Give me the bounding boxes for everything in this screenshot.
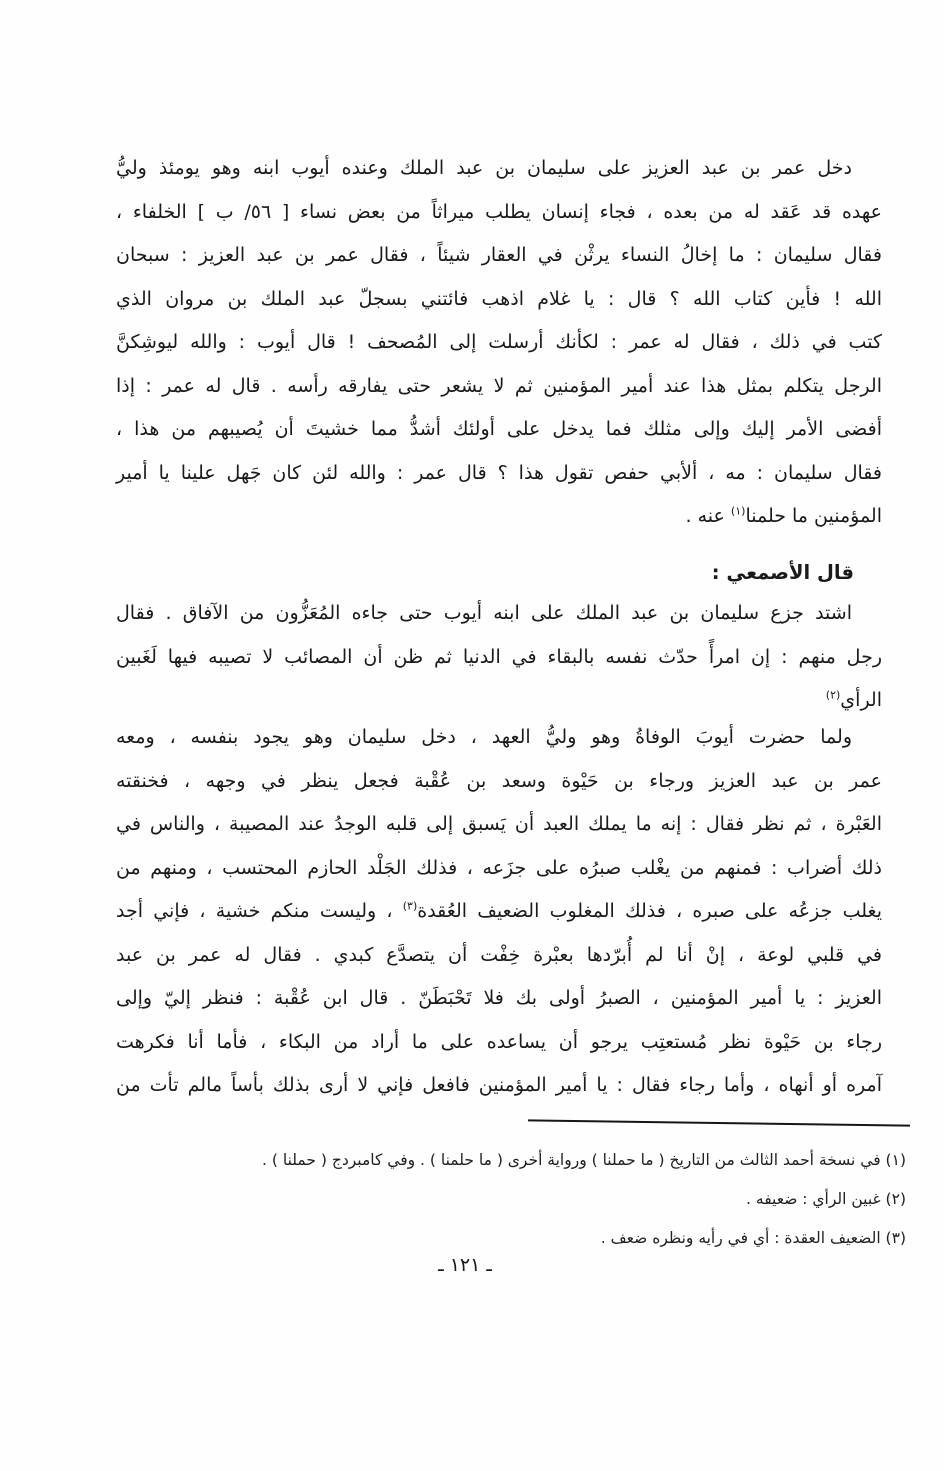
line-text: المؤمنين ما حلمنا [745,505,882,527]
text-line [116,495,882,539]
text-line: فقال سليمان : مه ، ألأبي حفص تقول هذا ؟ قال عمر : والله لئن كان جَهل علينا يا أمير [116,461,882,484]
text-line: في قلبي لوعة ، إنْ أنا لم أُبرّدها بعبْرة خِفْت أن يتصدَّع كبدي . فقال له عمر بن عبد [116,943,882,966]
text-line: دخل عمر بن عبد العزيز على سليمان بن عبد الملك وعنده أيوب ابنه وهو يومئذ وليُّ [116,157,852,179]
paragraph-2 [116,592,882,723]
text-line [116,890,882,934]
line-text: الرأي [840,689,882,711]
footnotes-block [116,1141,906,1258]
paragraph-3 [116,716,882,1108]
line-text: عنه . [685,505,731,527]
text-line: ذلك أضراب : فمنهم من يغْلب صبرُه على جزَعه ، فذلك الجَلْد الحازم المحتسب ، ومنهم من [116,856,882,879]
text-line: كتب في ذلك ، فقال له عمر : لكأنك أرسلت إلى المُصحف ! قال أيوب : والله ليوشِكنَّ [116,331,882,353]
footnote-1: (١) في نسخة أحمد الثالث من التاريخ ( ما حملنا ) ورواية أخرى ( ما حلمنا ) . وفي كامبردج ( حملنا ) . [262,1151,906,1169]
line-text: يغلب جزعُه على صبره ، فذلك المغلوب الضعيف العُقدة [417,900,882,922]
text-line: أفضى الأمر إليك وإلى مثلك فما يدخل على أولئك أشدُّ مما خشيتَ أن يُصيبهم من هذا ، [116,418,882,440]
text-line: عمر بن عبد العزيز ورجاء بن حَيْوة وسعد بن عُقْبة فجعل ينظر في وجهه ، فخنقته [116,769,882,792]
text-line: رجاء بن حَيْوة نظر مُستعتِب يرجو أن يساعده على ما أراد من البكاء ، فأما أنا فكرهت [116,1030,882,1053]
text-line: فقال سليمان : ما إخالُ النساء يرثْن في العقار شيئاً ، فقال عمر بن عبد العزيز : سبحان [116,244,882,266]
section-heading: قال الأصمعي : [711,561,854,584]
text-line: اشتد جزع سليمان بن عبد الملك على ابنه أيوب حتى جاءه المُعَزُّون من الآفاق . فقال [116,602,852,624]
footnote-3: (٣) الضعيف العقدة : أي في رأيه ونظره ضعف . [600,1229,906,1247]
line-text: ، وليست منكم خشية ، فإني أجد [116,900,403,922]
paragraph-1 [116,147,882,539]
footnote-ref-3: (٣) [402,899,418,913]
footnote-ref-1: (١) [730,504,746,518]
text-line: العَبْرة ، ثم نظر فقال : إنه ما يملك العبد أن يَسبق إلى قلبه الوجدُ عند المصيبة ، والناس في [116,813,882,835]
text-line: رجل منهم : إن امرأً حدّث نفسه بالبقاء في الدنيا ثم ظن أن المصائب لا تصيبه فيها لَغَبين [116,645,882,668]
text-line: آمره أو أنهاه ، وأما رجاء فقال : يا أمير المؤمنين فافعل فإني لا أرى بذلك بأساً مالم تأت من [116,1074,882,1096]
footnote-ref-2: (٢) [825,688,841,702]
footnote-separator-rule [528,1119,910,1126]
text-line: العزيز : يا أمير المؤمنين ، الصبرُ أولى بك فلا تَحْبَطَنّ . قال ابن عُقْبة : فنظر إليّ وإلى [116,987,882,1009]
footnote-2: (٢) غبين الرأي : ضعيفه . [746,1190,906,1208]
text-line: الرجل يتكلم بمثل هذا عند أمير المؤمنين ثم لا يشعر حتى يفارقه رأسه . قال له عمر : إذا [116,374,882,397]
page-number: ـ ١٢١ ـ [438,1254,492,1276]
text-line: الله ! فأين كتاب الله ؟ قال : يا غلام اذهب فائتني بسجلّ عبد الملك بن مروان الذي [116,287,882,310]
text-line: ولما حضرت أيوبَ الوفاةُ وهو وليُّ العهد ، دخل سليمان وهو يجود بنفسه ، ومعه [116,726,852,748]
text-line: عهده قد عَقد له من بعده ، فجاء إنسان يطلب ميراثاً من بعض نساء [ ٥٦/ ب ] الخلفاء ، [116,200,883,223]
